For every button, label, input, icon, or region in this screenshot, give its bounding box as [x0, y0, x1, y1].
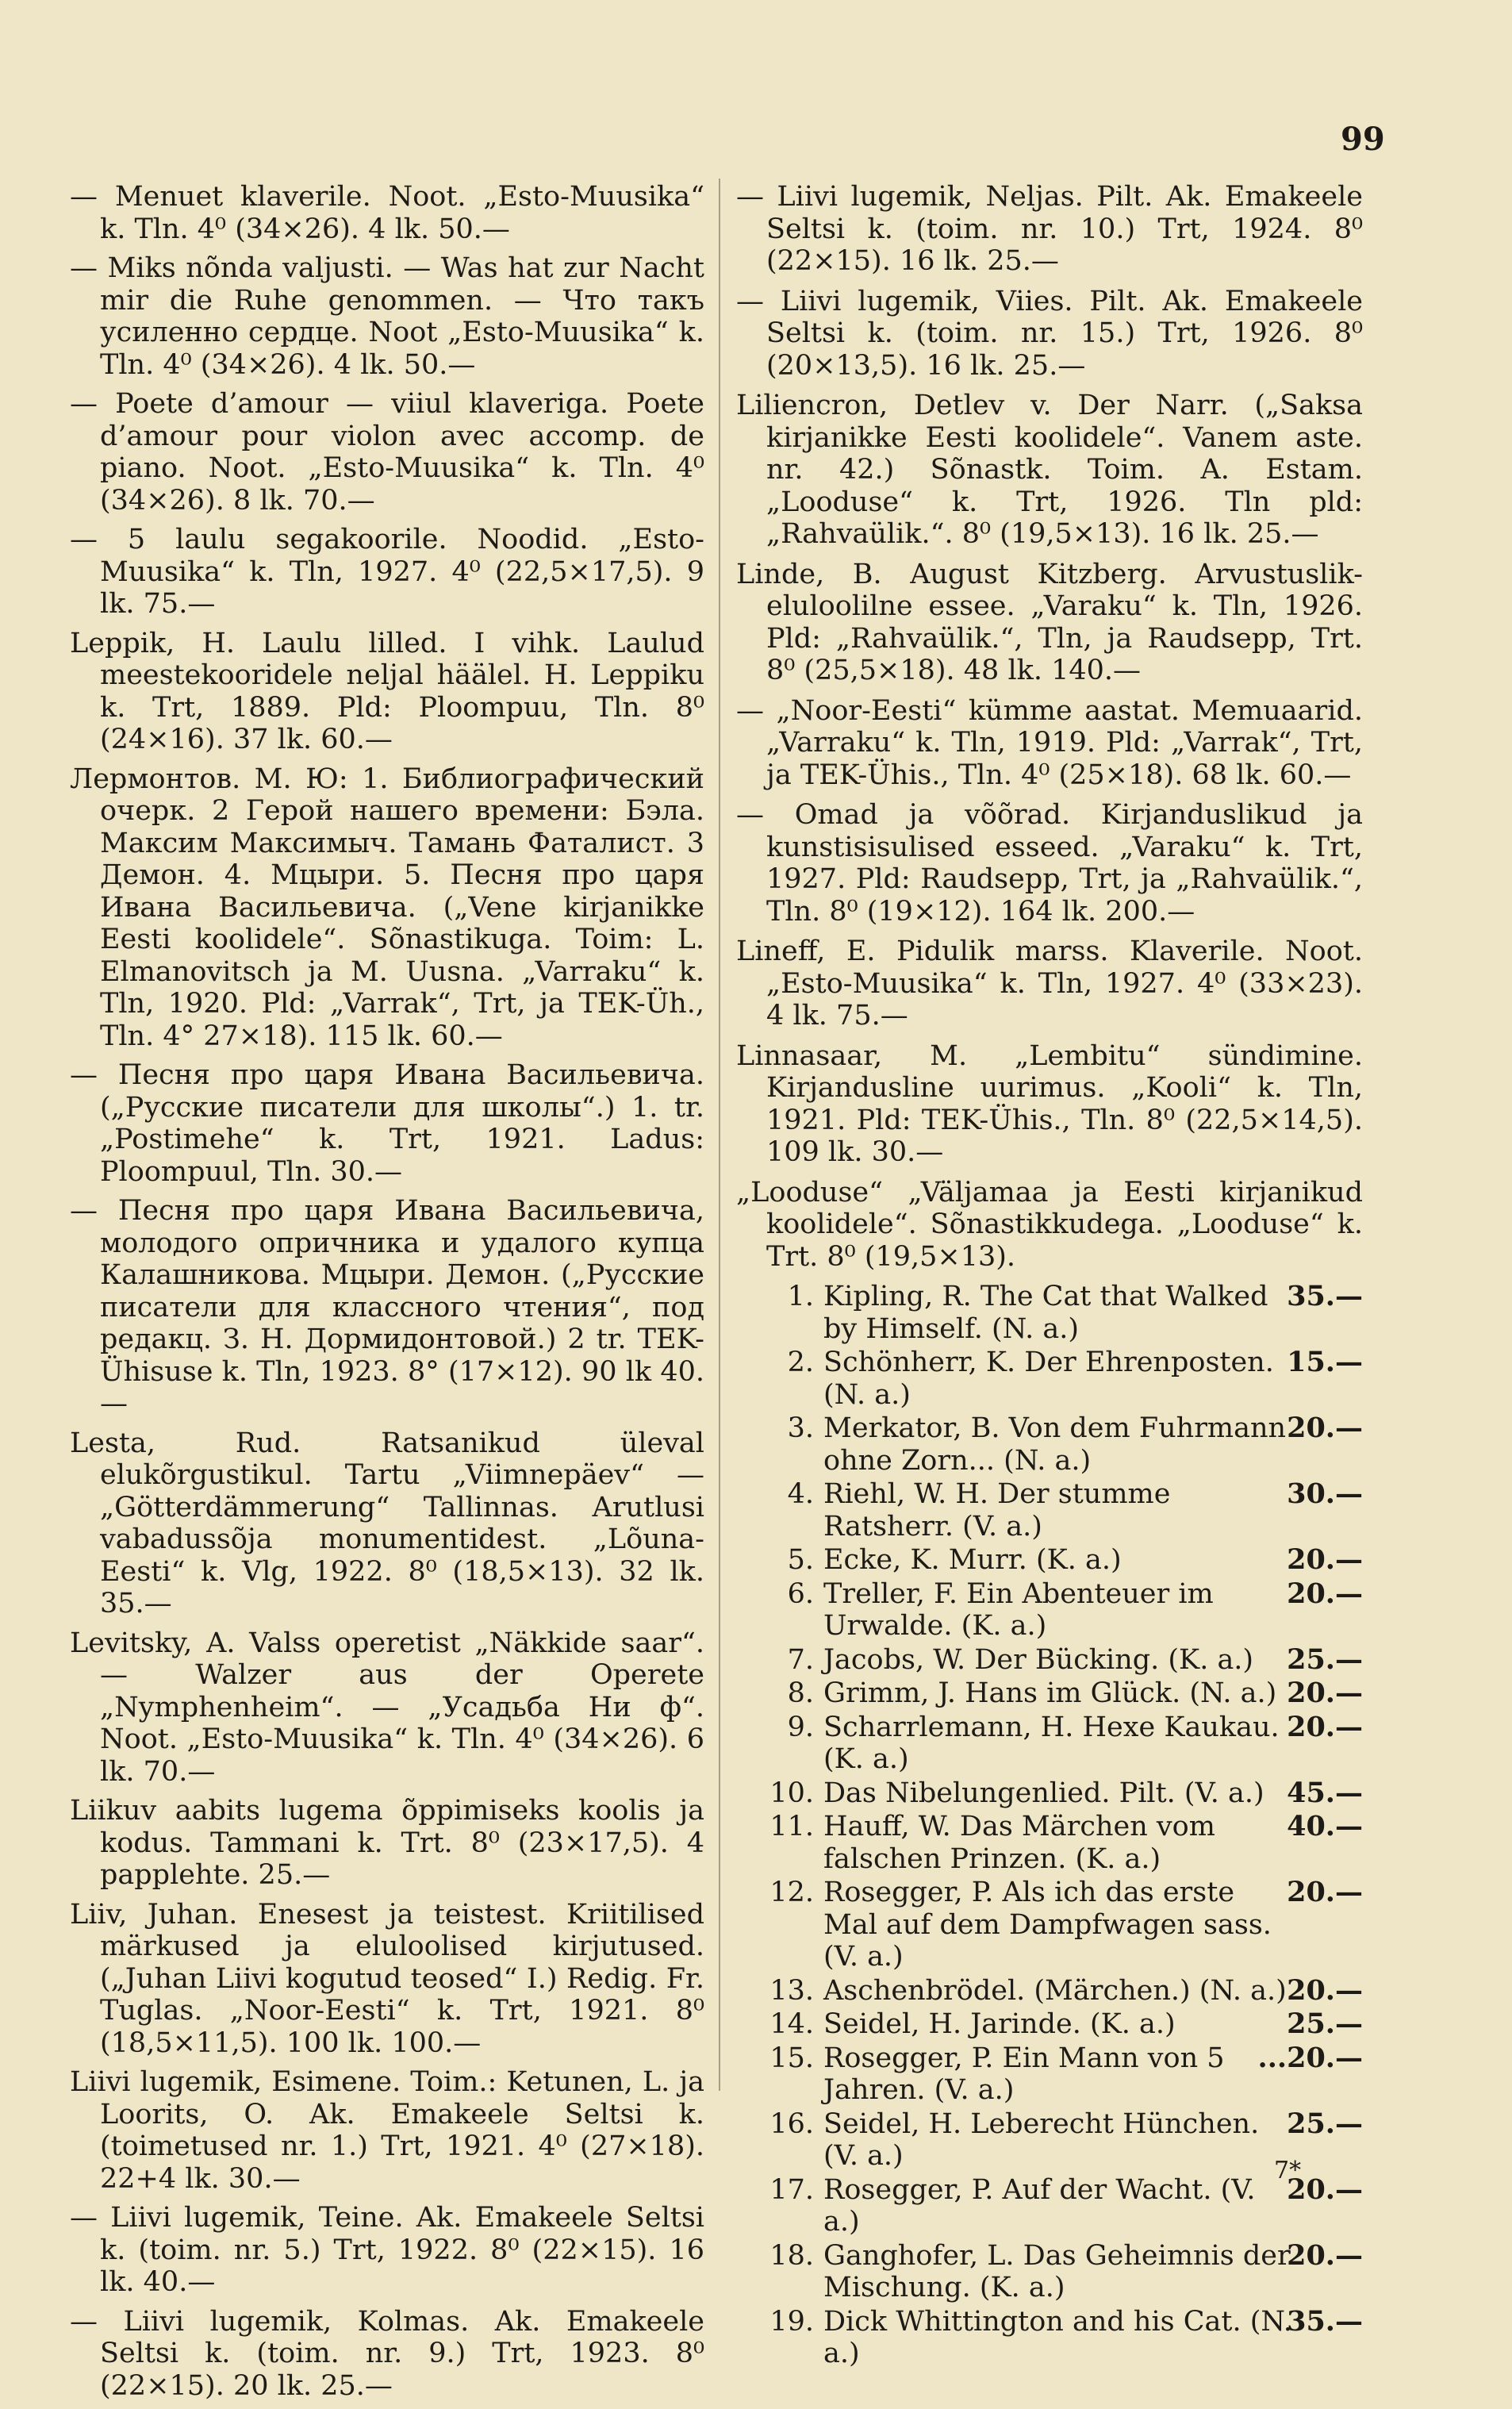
- list-item: [736, 1347, 1363, 1411]
- list-item: [736, 1578, 1363, 1642]
- bibliography-entry: — Liivi lugemik, Viies. Pilt. Ak. Emakeele Seltsi k. (toim. nr. 15.) Trt, 1926. 8⁰ (20×13,5). 16 lk. 25.—: [736, 285, 1363, 382]
- right-column: [736, 181, 1363, 2372]
- list-text: Riehl, W. H. Der stumme Ratsherr. (V. a.): [823, 1478, 1171, 1543]
- bibliography-entry: Lineff, E. Pidulik marss. Klaverile. Noot. „Esto-Muusika“ k. Tln, 1927. 4⁰ (33×23). 4 lk. 75.—: [736, 936, 1363, 1032]
- bibliography-entry: Linde, B. August Kitzberg. Arvustuslik-eluloolilne essee. „Varaku“ k. Tln, 1926. Pld: „Rahvaülik.“, Tln, ja Raudsepp, Trt. 8⁰ (25,5×18). 48 lk. 140.—: [736, 558, 1363, 686]
- list-number: 11.: [769, 1811, 814, 1842]
- list-price: 20.—: [1287, 1577, 1363, 1610]
- list-number: 4.: [787, 1478, 814, 1510]
- list-price: 20.—: [1287, 1543, 1363, 1576]
- list-item: [736, 1811, 1363, 1875]
- list-number: 9.: [787, 1711, 814, 1743]
- list-price: 30.—: [1287, 1477, 1363, 1510]
- list-item: [736, 1281, 1363, 1345]
- list-text: Jacobs, W. Der Bücking. (K. a.): [823, 1643, 1254, 1676]
- list-number: 18.: [769, 2239, 814, 2272]
- list-price: 20.—: [1287, 1677, 1363, 1709]
- list-item: [736, 1478, 1363, 1543]
- list-price: 35.—: [1287, 2304, 1363, 2338]
- list-number: 10.: [769, 1777, 814, 1809]
- bibliography-entry: — Miks nõnda valjusti. — Was hat zur Nacht mir die Ruhe genommen. — Что такъ усиленно сердце. Noot „Esto-Muusika“ k. Tln. 4⁰ (34×26). 4 lk. 50.—: [70, 252, 704, 381]
- list-price: 25.—: [1287, 2107, 1363, 2140]
- list-price: 15.—: [1287, 1346, 1363, 1378]
- list-text: Rosegger, P. Als ich das erste Mal auf dem Dampfwagen sass. (V. a.): [823, 1877, 1272, 1973]
- list-number: 5.: [787, 1544, 814, 1576]
- list-item: [736, 1877, 1363, 1973]
- list-number: 15.: [769, 2042, 814, 2074]
- list-text: Schönherr, K. Der Ehrenposten. (N. a.): [823, 1347, 1274, 1411]
- list-item: [736, 2042, 1363, 2107]
- list-text: Dick Whittington and his Cat. (N. a.): [823, 2305, 1292, 2369]
- list-price: 20.—: [1287, 1973, 1363, 2007]
- series-list: [736, 1281, 1363, 2370]
- list-price: 40.—: [1287, 1810, 1363, 1842]
- list-item: [736, 2108, 1363, 2173]
- list-text: Rosegger, P. Auf der Wacht. (V. a.): [823, 2173, 1256, 2238]
- list-text: Hauff, W. Das Märchen vom falschen Prinzen. (K. a.): [823, 1811, 1215, 1875]
- bibliography-entry: Liliencron, Detlev v. Der Narr. („Saksa kirjanikke Eesti koolidele“. Vanem aste. nr. 42.) Sõnastk. Toim. A. Estam. „Looduse“ k. Trt, 1926. Tln pld: „Rahvaülik.“. 8⁰ (19,5×13). 16 lk. 25.—: [736, 390, 1363, 550]
- list-text: Das Nibelungenlied. Pilt. (V. a.): [823, 1777, 1264, 1809]
- list-item: [736, 1712, 1363, 1776]
- series-entry: „Looduse“ „Väljamaa ja Eesti kirjanikud koolidele“. Sõnastikkudega. „Looduse“ k. Trt. 8⁰ (19,5×13).: [736, 1176, 1363, 1273]
- list-number: 13.: [769, 1974, 814, 2007]
- list-item: [736, 1975, 1363, 2008]
- list-item: [736, 2306, 1363, 2370]
- bibliography-entry: — Omad ja võõrad. Kirjanduslikud ja kunstisisulised esseed. „Varaku“ k. Trt, 1927. Pld: Raudsepp, Trt, ja „Rahvaülik.“, Tln. 8⁰ (19×12). 164 lk. 200.—: [736, 799, 1363, 928]
- list-text: Ganghofer, L. Das Geheimnis der Mischung. (K. a.): [823, 2239, 1291, 2303]
- bibliography-entry: Liikuv aabits lugema õppimiseks koolis ja kodus. Tammani k. Trt. 8⁰ (23×17,5). 4 papplehte. 25.—: [70, 1795, 704, 1891]
- list-number: 8.: [787, 1677, 814, 1709]
- bibliography-entry: — Песня про царя Ивана Васильевича, молодого опричника и удалого купца Калашникова. Мцыри. Демон. („Русские писатели для классного чтения“, под редакц. З. Н. Дормидонтовой.) 2 tr. TEK-Ühisuse k. Tln, 1923. 8° (17×12). 90 lk 40.—: [70, 1195, 704, 1420]
- list-price: 20.—: [1287, 2238, 1363, 2272]
- list-text: Aschenbrödel. (Märchen.) (N. a.): [823, 1974, 1287, 2007]
- list-text: Scharrlemann, H. Hexe Kaukau. (K. a.): [823, 1711, 1280, 1775]
- list-item: [736, 1544, 1363, 1577]
- list-number: 2.: [787, 1347, 814, 1378]
- bibliography-entry: — Menuet klaverile. Noot. „Esto-Muusika“ k. Tln. 4⁰ (34×26). 4 lk. 50.—: [70, 181, 704, 245]
- list-number: 14.: [769, 2008, 814, 2040]
- list-item: [736, 1644, 1363, 1677]
- list-item: [736, 1412, 1363, 1477]
- list-price: 35.—: [1287, 1280, 1363, 1312]
- list-item: [736, 1677, 1363, 1710]
- list-price: 20.—: [1287, 1710, 1363, 1743]
- bibliography-entry: Liivi lugemik, Esimene. Toim.: Ketunen, L. ja Loorits, O. Ak. Emakeele Seltsi k. (toimetused nr. 1.) Trt, 1921. 4⁰ (27×18). 22+4 lk. 30.—: [70, 2066, 704, 2195]
- list-price: 20.—: [1287, 2173, 1363, 2206]
- list-price: 25.—: [1287, 2008, 1363, 2040]
- list-price: 25.—: [1287, 1642, 1363, 1676]
- list-price: ...20.—: [1257, 2041, 1363, 2074]
- list-item: [736, 2008, 1363, 2041]
- list-item: [736, 1777, 1363, 1810]
- bibliography-entry: — Liivi lugemik, Neljas. Pilt. Ak. Emakeele Seltsi k. (toim. nr. 10.) Trt, 1924. 8⁰ (22×15). 16 lk. 25.—: [736, 181, 1363, 277]
- bibliography-entry: — Liivi lugemik, Kolmas. Ak. Emakeele Seltsi k. (toim. nr. 9.) Trt, 1923. 8⁰ (22×15). 20 lk. 25.—: [70, 2305, 704, 2402]
- bibliography-entry: — Liivi lugemik, Teine. Ak. Emakeele Seltsi k. (toim. nr. 5.) Trt, 1922. 8⁰ (22×15). 16 lk. 40.—: [70, 2202, 704, 2298]
- bibliography-entry: — „Noor-Eesti“ kümme aastat. Memuaarid. „Varraku“ k. Tln, 1919. Pld: „Varrak“, Trt, ja TEK-Ühis., Tln. 4⁰ (25×18). 68 lk. 60.—: [736, 694, 1363, 791]
- list-price: 20.—: [1287, 1412, 1363, 1444]
- column-divider: [719, 179, 720, 2091]
- list-number: 16.: [769, 2107, 814, 2140]
- list-text: Ecke, K. Murr. (K. a.): [823, 1544, 1122, 1576]
- bibliography-entry: Лермонтов. М. Ю: 1. Библиографический очерк. 2 Герой нашего времени: Бэла. Максим Максимыч. Тамань Фаталист. 3 Демон. 4. Мцыри. 5. Песня про царя Ивана Васильевича. („Vene kirjanikke Eesti koolidele“. Sõnastikuga. Toim: L. Elmanovitsch ja M. Uusna. „Varraku“ k. Tln, 1920. Pld: „Varrak“, Trt, ja TEK-Üh., Tln. 4° 27×18). 115 lk. 60.—: [70, 763, 704, 1052]
- list-text: Grimm, J. Hans im Glück. (N. a.): [823, 1677, 1277, 1709]
- bibliography-entry: Levitsky, A. Valss operetist „Näkkide saar“. — Walzer aus der Operete „Nymphenheim“. — „Усадьба Ни ф“. Noot. „Esto-Muusika“ k. Tln. 4⁰ (34×26). 6 lk. 70.—: [70, 1627, 704, 1788]
- bibliography-entry: Lesta, Rud. Ratsanikud üleval elukõrgustikul. Tartu „Viimnepäev“ — „Götterdämmerung“ Tallinnas. Arutlusi vabadussõja monumentidest. „Lõuna-Eesti“ k. Vlg, 1922. 8⁰ (18,5×13). 32 lk. 35.—: [70, 1427, 704, 1619]
- bibliography-entry: Linnasaar, M. „Lembitu“ sündimine. Kirjandusline uurimus. „Kooli“ k. Tln, 1921. Pld: TEK-Ühis., Tln. 8⁰ (22,5×14,5). 109 lk. 30.—: [736, 1039, 1363, 1168]
- bibliography-entry: — 5 laulu segakoorile. Noodid. „Esto-Muusika“ k. Tln, 1927. 4⁰ (22,5×17,5). 9 lk. 75.—: [70, 524, 704, 620]
- list-text: Merkator, B. Von dem Fuhrmann ohne Zorn... (N. a.): [823, 1412, 1287, 1477]
- list-text: Seidel, H. Leberecht Hünchen. (V. a.): [823, 2107, 1260, 2172]
- list-text: Seidel, H. Jarinde. (K. a.): [823, 2008, 1176, 2040]
- list-item: [736, 2174, 1363, 2238]
- list-number: 1.: [787, 1281, 814, 1312]
- bibliography-entry: — Песня про царя Ивана Васильевича. („Русские писатели для школы“.) 1. tr. „Postimehe“ k. Trt, 1921. Ladus: Ploompuul, Tln. 30.—: [70, 1059, 704, 1188]
- list-text: Rosegger, P. Ein Mann von 5 Jahren. (V. a.): [823, 2042, 1225, 2106]
- list-text: Kipling, R. The Cat that Walked by Himself. (N. a.): [823, 1281, 1268, 1345]
- list-price: 45.—: [1287, 1776, 1363, 1809]
- list-number: 19.: [769, 2305, 814, 2338]
- page-number: 99: [1341, 121, 1385, 158]
- list-price: 20.—: [1287, 1876, 1363, 1908]
- bibliography-entry: — Poete d’amour — viiul klaveriga. Poete d’amour pour violon avec accomp. de piano. Noot. „Esto-Muusika“ k. Tln. 4⁰ (34×26). 8 lk. 70.—: [70, 388, 704, 517]
- list-number: 3.: [787, 1412, 814, 1444]
- list-item: [736, 2240, 1363, 2304]
- list-number: 6.: [787, 1577, 814, 1610]
- left-column: [70, 181, 704, 2409]
- signature-mark: 7*: [1274, 2157, 1302, 2184]
- list-number: 12.: [769, 1877, 814, 1908]
- bibliography-entry: Leppik, H. Laulu lilled. I vihk. Laulud meestekooridele neljal häälel. H. Leppiku k. Trt, 1889. Pld: Ploompuu, Tln. 8⁰ (24×16). 37 lk. 60.—: [70, 627, 704, 755]
- list-number: 17.: [769, 2173, 814, 2206]
- bibliography-entry: Liiv, Juhan. Enesest ja teistest. Kriitilised märkused ja eluloolised kirjutused. („Juhan Liivi kogutud teosed“ I.) Redig. Fr. Tuglas. „Noor-Eesti“ k. Trt, 1921. 8⁰ (18,5×11,5). 100 lk. 100.—: [70, 1898, 704, 2059]
- list-text: Treller, F. Ein Abenteuer im Urwalde. (K. a.): [823, 1577, 1214, 1642]
- list-number: 7.: [787, 1643, 814, 1676]
